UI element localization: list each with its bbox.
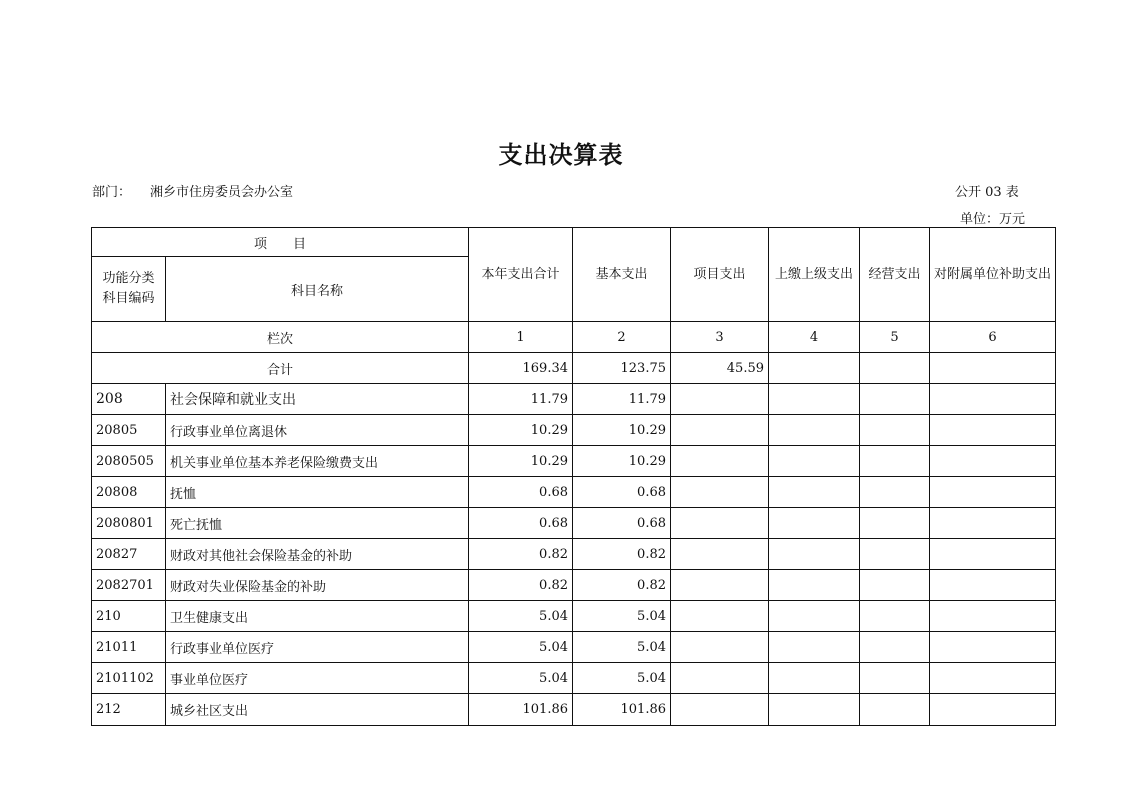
row-empty-cell: [769, 384, 860, 415]
row-project: [671, 446, 769, 477]
row-name: 死亡抚恤: [166, 508, 469, 539]
table-row: [92, 663, 1056, 694]
row-empty-cell: [860, 694, 930, 726]
row-total: 101.86: [469, 694, 573, 726]
row-empty-cell: [860, 570, 930, 601]
total-value-5: [860, 353, 930, 384]
row-code: 2080505: [92, 446, 166, 477]
row-name: 城乡社区支出: [166, 694, 469, 726]
row-empty-cell: [930, 384, 1056, 415]
col-number-2: 2: [573, 322, 671, 353]
row-empty-cell: [930, 477, 1056, 508]
col-index-label: 栏次: [92, 322, 469, 353]
row-total: 5.04: [469, 663, 573, 694]
total-value-6: [930, 353, 1056, 384]
row-empty-cell: [860, 446, 930, 477]
page-title: 支出决算表: [498, 140, 624, 169]
row-empty-cell: [860, 601, 930, 632]
row-total: 5.04: [469, 601, 573, 632]
row-basic: 5.04: [573, 632, 671, 663]
row-name: 事业单位医疗: [166, 663, 469, 694]
department-label: 部门：: [92, 185, 132, 200]
row-code: 2082701: [92, 570, 166, 601]
col-number-4: 4: [769, 322, 860, 353]
row-basic: 0.82: [573, 539, 671, 570]
row-empty-cell: [860, 477, 930, 508]
row-basic: 11.79: [573, 384, 671, 415]
row-empty-cell: [769, 694, 860, 726]
row-project: [671, 694, 769, 726]
row-empty-cell: [930, 508, 1056, 539]
row-empty-cell: [930, 694, 1056, 726]
row-name: 机关事业单位基本养老保险缴费支出: [166, 446, 469, 477]
row-empty-cell: [860, 632, 930, 663]
table-row: [92, 508, 1056, 539]
row-project: [671, 477, 769, 508]
row-code: 20805: [92, 415, 166, 446]
row-project: [671, 663, 769, 694]
row-project: [671, 384, 769, 415]
header-col-4: 上缴上级支出: [769, 228, 860, 322]
unit-label: 单位：万元: [960, 212, 1026, 227]
table-row: [92, 694, 1056, 726]
row-basic: 0.68: [573, 477, 671, 508]
header-col-6: 对附属单位补助支出: [930, 228, 1056, 322]
row-code: 212: [92, 694, 166, 726]
row-empty-cell: [860, 539, 930, 570]
row-basic: 5.04: [573, 663, 671, 694]
header-col-2: 基本支出: [573, 228, 671, 322]
row-basic: 5.04: [573, 601, 671, 632]
row-name: 行政事业单位离退休: [166, 415, 469, 446]
row-empty-cell: [769, 663, 860, 694]
row-total: 11.79: [469, 384, 573, 415]
row-name: 财政对其他社会保险基金的补助: [166, 539, 469, 570]
row-name: 行政事业单位医疗: [166, 632, 469, 663]
row-project: [671, 632, 769, 663]
row-basic: 10.29: [573, 446, 671, 477]
row-project: [671, 601, 769, 632]
row-total: 0.82: [469, 539, 573, 570]
expenditure-table: [91, 227, 1056, 726]
row-empty-cell: [930, 570, 1056, 601]
row-empty-cell: [860, 384, 930, 415]
row-code: 210: [92, 601, 166, 632]
row-project: [671, 570, 769, 601]
row-basic: 10.29: [573, 415, 671, 446]
col-number-1: 1: [469, 322, 573, 353]
table-row: [92, 539, 1056, 570]
row-empty-cell: [769, 446, 860, 477]
total-value-4: [769, 353, 860, 384]
row-empty-cell: [930, 539, 1056, 570]
table-row: [92, 570, 1056, 601]
row-empty-cell: [769, 570, 860, 601]
row-empty-cell: [769, 632, 860, 663]
col-number-5: 5: [860, 322, 930, 353]
row-empty-cell: [930, 663, 1056, 694]
header-col-3: 项目支出: [671, 228, 769, 322]
total-value-3: 45.59: [671, 353, 769, 384]
row-basic: 0.68: [573, 508, 671, 539]
form-number: 公开 03 表: [955, 185, 1019, 200]
row-empty-cell: [930, 632, 1056, 663]
row-total: 10.29: [469, 415, 573, 446]
department-name: 湘乡市住房委员会办公室: [150, 185, 294, 200]
row-total: 0.68: [469, 508, 573, 539]
total-label: 合计: [92, 353, 469, 384]
header-project: 项 目: [92, 228, 469, 257]
col-number-3: 3: [671, 322, 769, 353]
row-empty-cell: [769, 539, 860, 570]
col-number-6: 6: [930, 322, 1056, 353]
row-empty-cell: [769, 477, 860, 508]
row-code: 2101102: [92, 663, 166, 694]
row-empty-cell: [769, 415, 860, 446]
row-empty-cell: [860, 663, 930, 694]
row-project: [671, 539, 769, 570]
table-row: [92, 384, 1056, 415]
row-code: 208: [92, 384, 166, 415]
row-total: 5.04: [469, 632, 573, 663]
row-empty-cell: [930, 446, 1056, 477]
header-col-1: 本年支出合计: [469, 228, 573, 322]
row-name: 财政对失业保险基金的补助: [166, 570, 469, 601]
table-row: [92, 477, 1056, 508]
row-empty-cell: [860, 415, 930, 446]
row-empty-cell: [860, 508, 930, 539]
row-total: 0.82: [469, 570, 573, 601]
total-value-2: 123.75: [573, 353, 671, 384]
row-total: 0.68: [469, 477, 573, 508]
row-empty-cell: [930, 601, 1056, 632]
row-basic: 0.82: [573, 570, 671, 601]
header-col-5: 经营支出: [860, 228, 930, 322]
table-row: [92, 446, 1056, 477]
header-name: 科目名称: [166, 257, 469, 322]
header-code: 功能分类 科目编码: [92, 257, 166, 322]
table-row: [92, 632, 1056, 663]
total-value-1: 169.34: [469, 353, 573, 384]
row-basic: 101.86: [573, 694, 671, 726]
row-project: [671, 508, 769, 539]
row-empty-cell: [769, 601, 860, 632]
table-row: [92, 415, 1056, 446]
row-project: [671, 415, 769, 446]
row-name: 社会保障和就业支出: [166, 384, 469, 415]
row-code: 2080801: [92, 508, 166, 539]
row-empty-cell: [930, 415, 1056, 446]
row-name: 卫生健康支出: [166, 601, 469, 632]
row-code: 20827: [92, 539, 166, 570]
row-empty-cell: [769, 508, 860, 539]
row-code: 21011: [92, 632, 166, 663]
row-code: 20808: [92, 477, 166, 508]
row-name: 抚恤: [166, 477, 469, 508]
row-total: 10.29: [469, 446, 573, 477]
table-row: [92, 601, 1056, 632]
